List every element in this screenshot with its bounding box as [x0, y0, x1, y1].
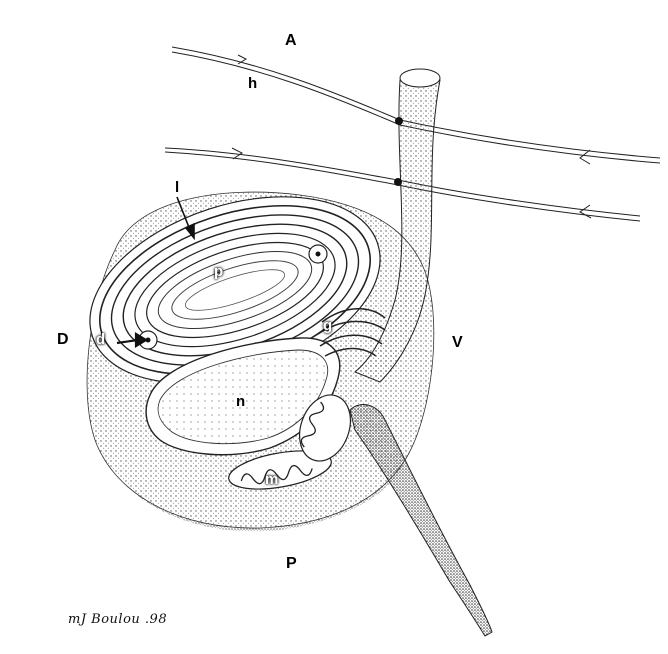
flagellum-right-upper	[400, 120, 660, 158]
node-lower	[394, 178, 402, 186]
label-posterior: P	[286, 555, 297, 572]
label-nucleus: n	[236, 393, 246, 410]
artist-signature: mJ Boulou .98	[68, 612, 168, 627]
haptonema-line-lower	[165, 148, 398, 180]
label-lamellae: l	[175, 179, 180, 196]
label-anterior: A	[285, 32, 297, 49]
haptonema-line-upper	[172, 47, 400, 120]
posterior-flagellum	[350, 405, 492, 636]
label-mitochondrion: m	[265, 471, 279, 488]
flagellum-right-lower	[398, 180, 640, 216]
label-ventral: V	[452, 334, 463, 351]
label-plastid: p	[214, 263, 224, 280]
label-dorsal: D	[57, 331, 69, 348]
label-golgi: g	[323, 317, 333, 334]
node-upper	[395, 117, 403, 125]
label-d: d	[96, 331, 106, 348]
label-haptonema: h	[248, 75, 258, 92]
